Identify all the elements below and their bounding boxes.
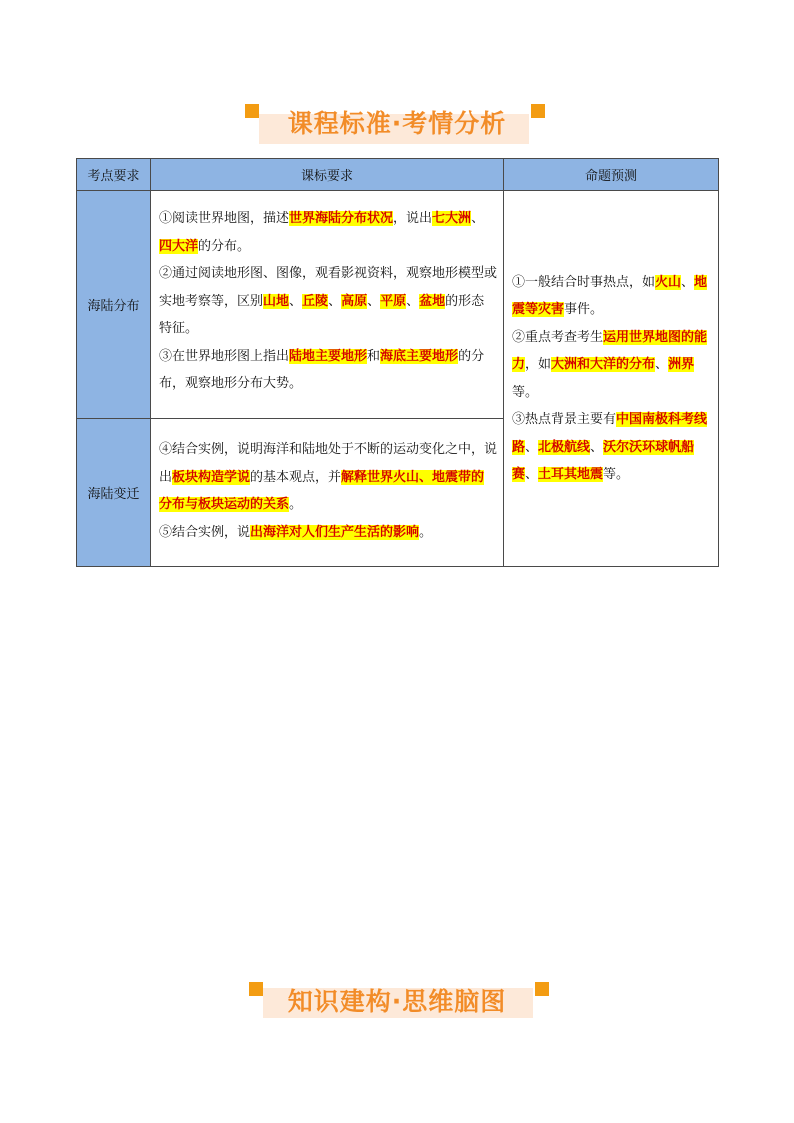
highlighted-term: 海底主要地形 — [380, 348, 459, 364]
list-item — [159, 519, 497, 547]
text-run: 。 — [419, 524, 433, 540]
requirements-cell — [151, 191, 504, 419]
highlighted-term: 土耳其地震 — [538, 467, 604, 482]
highlighted-term: 世界海陆分布状况 — [289, 211, 394, 226]
forecast-cell — [504, 191, 719, 567]
text-run: 、 — [525, 467, 539, 482]
row-label-land-sea-distribution: 海陆分布 — [77, 191, 151, 419]
highlighted-term: 中国南极科考线路 — [512, 412, 708, 455]
list-item — [512, 406, 712, 489]
text-run: 、 — [655, 357, 669, 372]
text-run: ④结合实例，说明海洋和陆地处于不断的运动变化之中，说出 — [159, 442, 498, 485]
text-run: 、 — [590, 439, 604, 455]
highlighted-term: 平原 — [380, 293, 407, 309]
text-run: 等。 — [603, 467, 630, 482]
highlighted-term: 陆地主要地形 — [289, 348, 368, 364]
text-run: ①阅读世界地图，描述 — [159, 211, 290, 226]
text-run: 、 — [525, 439, 539, 455]
text-run: ，说出 — [393, 211, 433, 226]
text-run: 的分布。 — [198, 238, 251, 254]
highlighted-term: 板块构造学说 — [172, 469, 251, 485]
section-title-mindmap — [0, 976, 794, 1036]
text-run: 和 — [367, 348, 381, 364]
highlighted-term: 四大洋 — [159, 238, 199, 254]
highlighted-term: 洲界 — [668, 357, 695, 372]
text-run: ③在世界地形图上指出 — [159, 348, 290, 364]
highlighted-term: 解释世界火山、地震带的分布与板块运动的关系 — [159, 469, 485, 512]
highlighted-term: 山地 — [263, 293, 290, 309]
text-run: 、 — [406, 293, 420, 309]
text-run: 的形态特征。 — [159, 293, 485, 336]
text-run: 、 — [367, 293, 381, 309]
text-run: ⑤结合实例，说 — [159, 524, 251, 540]
requirements-cell — [151, 419, 504, 567]
standards-table — [76, 158, 719, 567]
highlighted-term: 丘陵 — [302, 293, 329, 309]
highlighted-term: 运用世界地图的能力 — [512, 329, 708, 372]
highlighted-term: 大洲和大洋的分布 — [551, 357, 656, 372]
text-run: 、 — [471, 211, 485, 226]
table-row — [77, 191, 719, 419]
list-item — [512, 324, 712, 407]
text-run: ，如 — [525, 357, 552, 372]
text-run: ③热点背景主要有 — [512, 412, 617, 427]
text-run: 。 — [289, 497, 303, 512]
list-item — [159, 343, 497, 398]
highlighted-term: 北极航线 — [538, 439, 591, 455]
highlighted-term: 地震等灾害 — [512, 274, 708, 317]
text-run: 等。 — [512, 384, 539, 400]
section-title-text: 知识建构·思维脑图 — [287, 987, 507, 1016]
list-item — [159, 260, 497, 343]
list-item — [159, 205, 497, 260]
text-run: 的分布，观察地形分布大势。 — [159, 348, 485, 391]
text-run: 的基本观点，并 — [250, 469, 342, 485]
header-exam-points: 考点要求 — [77, 159, 151, 191]
highlighted-term: 火山 — [655, 274, 682, 290]
highlighted-term: 七大洲 — [432, 211, 472, 226]
text-run: 事件。 — [564, 302, 604, 317]
text-run: 、 — [681, 274, 695, 290]
text-run: ②通过阅读地形图、图像，观看影视资料，观察地形模型或实地考察等，区别 — [159, 266, 498, 309]
row-label-land-sea-change: 海陆变迁 — [77, 419, 151, 567]
table-header-row — [77, 159, 719, 191]
highlighted-term: 盆地 — [419, 293, 446, 309]
text-run: 、 — [328, 293, 342, 309]
highlighted-term: 出海洋对人们生产生活的影响 — [250, 524, 420, 540]
text-run: ①一般结合时事热点，如 — [512, 274, 656, 290]
list-item — [159, 436, 497, 519]
highlighted-term: 沃尔沃环球帆船赛 — [512, 439, 695, 482]
header-forecast: 命题预测 — [504, 159, 719, 191]
highlighted-term: 高原 — [341, 293, 368, 309]
section-title-curriculum — [0, 100, 794, 160]
text-run: 、 — [289, 293, 303, 309]
list-item — [512, 269, 712, 324]
text-run: ②重点考查考生 — [512, 329, 604, 345]
header-curriculum-requirements: 课标要求 — [151, 159, 504, 191]
section-title-text: 课程标准·考情分析 — [287, 109, 507, 138]
